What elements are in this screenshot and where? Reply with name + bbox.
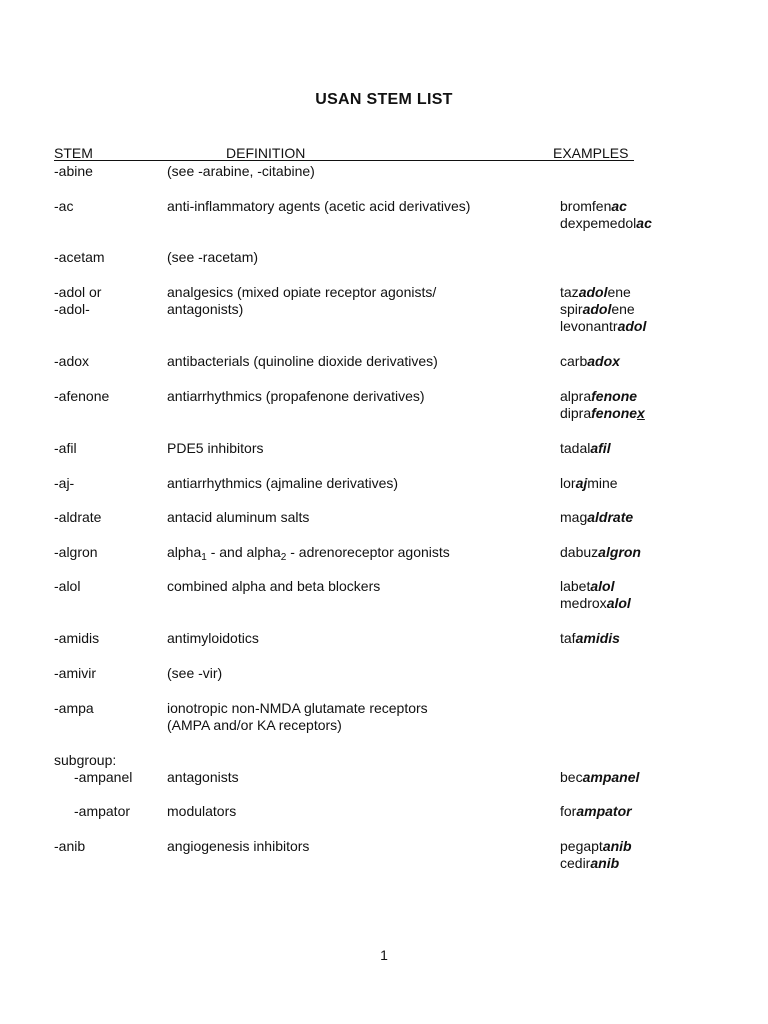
example-drug bbox=[560, 544, 641, 561]
column-header-definition: DEFINITION bbox=[226, 145, 306, 161]
example-stem-highlight: fenone bbox=[591, 388, 638, 404]
example-prefix: dabuz bbox=[560, 544, 599, 560]
page-title: USAN STEM LIST bbox=[315, 91, 453, 108]
example-prefix: tadal bbox=[560, 440, 591, 456]
example-prefix: carb bbox=[560, 353, 588, 369]
definition-cell bbox=[167, 163, 315, 180]
subscript: 2 bbox=[280, 552, 287, 563]
stem-cell bbox=[54, 198, 73, 215]
example-drug bbox=[560, 301, 646, 318]
definition-cell bbox=[167, 475, 398, 492]
stem-text: -alol bbox=[54, 578, 81, 594]
stem-cell bbox=[54, 752, 116, 769]
example-stem-highlight: aldrate bbox=[587, 509, 634, 525]
stem-text: -aldrate bbox=[54, 509, 102, 525]
page-number: 1 bbox=[380, 947, 388, 963]
example-stem-highlight: afil bbox=[590, 440, 611, 456]
example-drug bbox=[560, 769, 639, 786]
example-drug bbox=[560, 284, 646, 301]
example-prefix: levonantr bbox=[560, 318, 618, 334]
example-stem-highlight: adol bbox=[617, 318, 647, 334]
example-drug bbox=[560, 630, 620, 647]
example-stem-highlight: adox bbox=[587, 353, 620, 369]
example-drug bbox=[560, 318, 646, 335]
example-drug bbox=[560, 405, 645, 422]
example-drug bbox=[560, 803, 632, 820]
example-drug bbox=[560, 838, 632, 855]
definition-text: antimyloidotics bbox=[167, 630, 259, 646]
stem-cell bbox=[54, 630, 99, 647]
definition-text: antiarrhythmics (ajmaline derivatives) bbox=[167, 475, 399, 491]
example-prefix: alpra bbox=[560, 388, 592, 404]
example-drug bbox=[560, 475, 618, 492]
definition-text: (AMPA and/or KA receptors) bbox=[167, 717, 342, 733]
stem-cell bbox=[54, 475, 74, 492]
definition-text: (see -arabine, -citabine) bbox=[167, 163, 315, 179]
stem-text: -amidis bbox=[54, 630, 100, 646]
example-prefix: bromfen bbox=[560, 198, 612, 214]
examples-cell bbox=[560, 388, 645, 422]
example-stem-highlight: alol bbox=[606, 595, 631, 611]
example-stem-highlight: aj bbox=[575, 475, 588, 491]
example-prefix: spir bbox=[560, 301, 583, 317]
example-stem-highlight: fenone bbox=[591, 405, 638, 421]
stem-cell bbox=[54, 163, 93, 180]
column-header-examples: EXAMPLES bbox=[553, 145, 629, 161]
example-prefix: lor bbox=[560, 475, 576, 491]
definition-text: antiarrhythmics (propafenone derivatives) bbox=[167, 388, 425, 404]
example-drug bbox=[560, 215, 652, 232]
stem-text: -afil bbox=[54, 440, 77, 456]
definition-text: antacid aluminum salts bbox=[167, 509, 310, 525]
definition-cell bbox=[167, 665, 222, 682]
stem-text: -adox bbox=[54, 353, 90, 369]
definition-text: combined alpha and beta blockers bbox=[167, 578, 381, 594]
stem-text: -adol- bbox=[54, 301, 90, 317]
example-prefix: medrox bbox=[560, 595, 607, 611]
example-suffix: ene bbox=[607, 284, 631, 300]
example-prefix: taf bbox=[560, 630, 576, 646]
definition-cell bbox=[167, 353, 438, 370]
definition-text bbox=[167, 544, 450, 561]
stem-text: -anib bbox=[54, 838, 86, 854]
column-header-stem: STEM bbox=[54, 145, 93, 161]
stem-text: -aj- bbox=[54, 475, 75, 491]
stem-text: -abine bbox=[54, 163, 93, 179]
examples-cell bbox=[560, 284, 646, 335]
definition-text: anti-inflammatory agents (acetic acid derivatives) bbox=[167, 198, 471, 214]
example-drug bbox=[560, 578, 631, 595]
definition-text: (see -racetam) bbox=[167, 249, 259, 265]
example-drug bbox=[560, 855, 632, 872]
definition-cell bbox=[167, 509, 309, 526]
example-suffix: mine bbox=[587, 475, 618, 491]
example-prefix: dexpemedol bbox=[560, 215, 637, 231]
stem-text: -algron bbox=[54, 544, 98, 560]
example-drug bbox=[560, 509, 633, 526]
definition-text: PDE5 inhibitors bbox=[167, 440, 264, 456]
example-stem-highlight: alol bbox=[590, 578, 615, 594]
example-drug bbox=[560, 440, 611, 457]
stem-cell bbox=[54, 284, 101, 318]
examples-cell bbox=[560, 838, 632, 872]
definition-text: analgesics (mixed opiate receptor agonists/ bbox=[167, 284, 437, 300]
example-prefix: dipra bbox=[560, 405, 592, 421]
definition-cell bbox=[167, 630, 259, 647]
stem-cell bbox=[54, 578, 80, 595]
stem-cell bbox=[54, 440, 77, 457]
definition-part: - adrenoreceptor agonists bbox=[286, 544, 450, 560]
stem-cell bbox=[54, 249, 105, 266]
examples-cell bbox=[560, 198, 652, 232]
examples-cell bbox=[560, 509, 633, 526]
example-stem-highlight: adol bbox=[582, 301, 612, 317]
stem-text: -ac bbox=[54, 198, 74, 214]
examples-cell bbox=[560, 440, 611, 457]
definition-cell bbox=[167, 249, 258, 266]
definition-cell bbox=[167, 769, 239, 786]
example-prefix: for bbox=[560, 803, 577, 819]
definition-text: antagonists) bbox=[167, 301, 244, 317]
stem-cell bbox=[54, 353, 89, 370]
stem-cell bbox=[74, 803, 130, 820]
example-stem-highlight: ampanel bbox=[582, 769, 640, 785]
example-suffix: ene bbox=[611, 301, 635, 317]
definition-part: - and alpha bbox=[206, 544, 281, 560]
subscript: 1 bbox=[201, 552, 207, 563]
example-drug bbox=[560, 595, 631, 612]
example-prefix: cedir bbox=[560, 855, 591, 871]
stem-cell bbox=[54, 700, 94, 717]
example-underlined-suffix: x bbox=[637, 405, 645, 421]
stem-text: subgroup: bbox=[54, 752, 117, 768]
example-prefix: bec bbox=[560, 769, 583, 785]
stem-cell bbox=[54, 509, 101, 526]
definition-cell bbox=[167, 803, 236, 820]
definition-text: (see -vir) bbox=[167, 665, 223, 681]
examples-cell bbox=[560, 578, 631, 612]
stem-cell bbox=[74, 769, 132, 786]
example-stem-highlight: adol bbox=[578, 284, 608, 300]
example-drug bbox=[560, 388, 645, 405]
examples-cell bbox=[560, 769, 639, 786]
examples-cell bbox=[560, 544, 641, 561]
definition-cell bbox=[167, 198, 470, 215]
examples-cell bbox=[560, 353, 620, 370]
stem-cell bbox=[54, 544, 98, 561]
stem-text: -ampator bbox=[74, 803, 131, 819]
example-stem-highlight: ampator bbox=[576, 803, 632, 819]
example-drug bbox=[560, 198, 652, 215]
examples-cell bbox=[560, 630, 620, 647]
definition-cell bbox=[167, 578, 380, 595]
example-stem-highlight: algron bbox=[598, 544, 641, 560]
stem-text: -amivir bbox=[54, 665, 96, 681]
definition-cell bbox=[167, 838, 309, 855]
definition-text: ionotropic non-NMDA glutamate receptors bbox=[167, 700, 428, 716]
definition-cell bbox=[167, 544, 450, 561]
stem-text: -acetam bbox=[54, 249, 105, 265]
example-stem-highlight: ac bbox=[611, 198, 627, 214]
example-stem-highlight: ac bbox=[636, 215, 652, 231]
definition-cell bbox=[167, 388, 425, 405]
definition-cell bbox=[167, 284, 436, 318]
header-underline bbox=[54, 160, 634, 161]
stem-text: -afenone bbox=[54, 388, 110, 404]
example-stem-highlight: anib bbox=[602, 838, 632, 854]
example-stem-highlight: anib bbox=[590, 855, 620, 871]
definition-text: antibacterials (quinoline dioxide derivatives) bbox=[167, 353, 438, 369]
stem-cell bbox=[54, 388, 109, 405]
example-prefix: pegapt bbox=[560, 838, 603, 854]
example-prefix: mag bbox=[560, 509, 588, 525]
definition-text: antagonists bbox=[167, 769, 239, 785]
stem-cell bbox=[54, 665, 96, 682]
stem-cell bbox=[54, 838, 85, 855]
definition-part: alpha bbox=[167, 544, 202, 560]
example-prefix: taz bbox=[560, 284, 579, 300]
examples-cell bbox=[560, 475, 618, 492]
example-stem-highlight: amidis bbox=[575, 630, 620, 646]
examples-cell bbox=[560, 803, 632, 820]
example-drug bbox=[560, 353, 620, 370]
definition-cell bbox=[167, 440, 264, 457]
example-prefix: labet bbox=[560, 578, 591, 594]
definition-text: modulators bbox=[167, 803, 237, 819]
definition-text: angiogenesis inhibitors bbox=[167, 838, 310, 854]
stem-text: -adol or bbox=[54, 284, 102, 300]
stem-text: -ampa bbox=[54, 700, 94, 716]
stem-text: -ampanel bbox=[74, 769, 133, 785]
definition-cell bbox=[167, 700, 428, 734]
